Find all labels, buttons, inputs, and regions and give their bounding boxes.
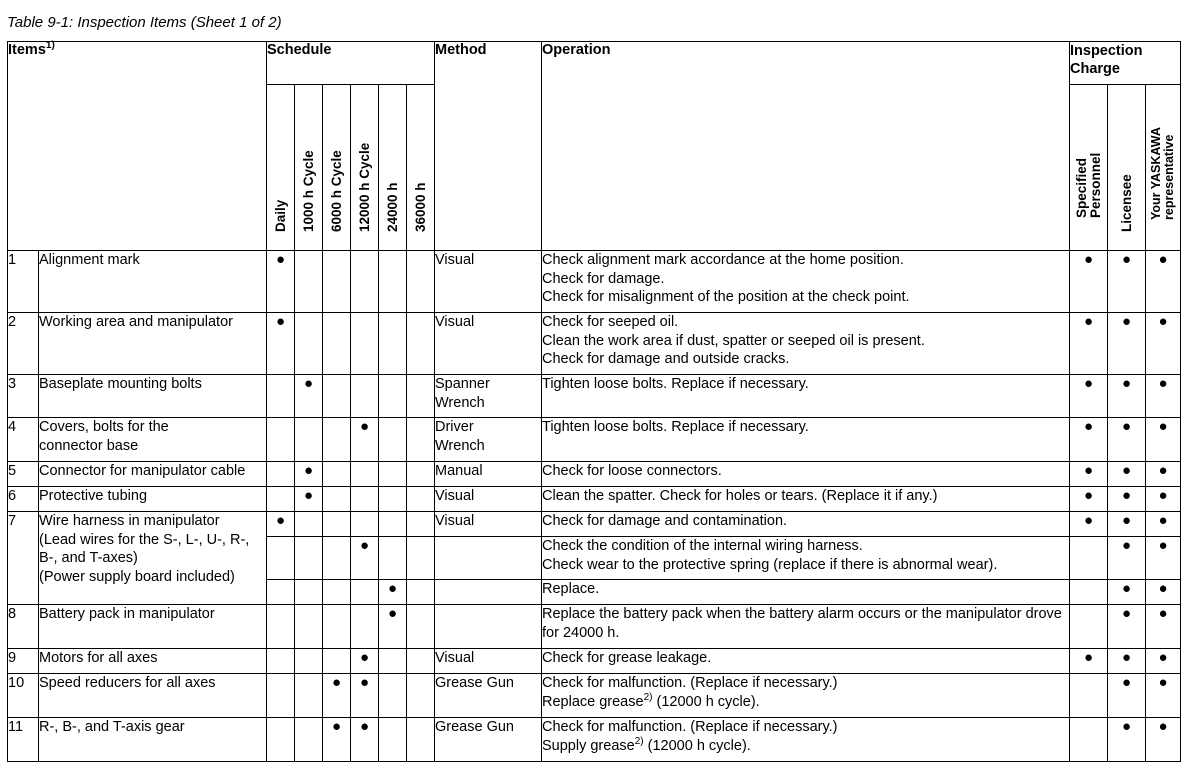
schedule-col-4-label: 24000 h [384,182,400,232]
charge-col-0-label: Specified Personnel [1073,152,1103,218]
schedule-mark-0 [267,418,295,462]
item-cell: Motors for all axes [39,649,267,674]
operation-line: Check for malfunction. (Replace if necessary.) [542,719,838,735]
charge-mark-1: ● [1108,375,1146,418]
schedule-mark-4 [379,251,407,313]
header-items: Items$^{1)}$ [8,42,267,251]
schedule-col-3-label: 12000 h Cycle [356,142,372,232]
table-row [8,313,1181,375]
charge-col-0 [1070,85,1108,251]
row-number: 3 [8,375,39,418]
schedule-mark-5 [407,487,435,512]
charge-mark-0: ● [1070,462,1108,487]
inspection-table [7,41,1181,762]
operation-line: Replace the battery pack when the battery alarm occurs or the manipulator drove for 24000 h. [542,606,1062,641]
schedule-mark-0 [267,649,295,674]
operation-line: Check for damage and outside cracks. [542,351,790,367]
method-cell: Visual [435,313,542,375]
schedule-mark-3 [351,580,379,605]
schedule-mark-2 [323,512,351,537]
schedule-col-5-label: 36000 h [412,182,428,232]
schedule-mark-2 [323,313,351,375]
charge-mark-2: ● [1146,649,1181,674]
charge-mark-0: ● [1070,313,1108,375]
item-cell: R-, B-, and T-axis gear [39,718,267,762]
schedule-mark-2 [323,487,351,512]
schedule-col-1 [295,85,323,251]
schedule-col-0-label: Daily [272,199,288,232]
schedule-mark-2 [323,649,351,674]
schedule-mark-2 [323,537,351,580]
method-cell: Grease Gun [435,674,542,718]
operation-cell [542,375,1070,418]
schedule-mark-2 [323,375,351,418]
method-cell [435,580,542,605]
charge-mark-2: ● [1146,375,1181,418]
schedule-mark-1 [295,580,323,605]
operation-line: Check for seeped oil. [542,314,679,330]
schedule-mark-4 [379,375,407,418]
operation-cell [542,462,1070,487]
schedule-mark-3: ● [351,537,379,580]
schedule-mark-1 [295,605,323,649]
schedule-mark-4: ● [379,580,407,605]
operation-line: Clean the spatter. Check for holes or tears. (Replace it if any.) [542,488,938,504]
charge-col-1 [1108,85,1146,251]
operation-cell [542,512,1070,537]
table-row [8,418,1181,462]
header-schedule: Schedule [267,42,435,85]
schedule-col-4 [379,85,407,251]
schedule-col-3 [351,85,379,251]
schedule-mark-2: ● [323,718,351,762]
table-row [8,487,1181,512]
charge-mark-0 [1070,674,1108,718]
schedule-mark-3: ● [351,649,379,674]
charge-mark-2: ● [1146,487,1181,512]
method-cell: Driver Wrench [435,418,542,462]
operation-line: Check for malfunction. (Replace if necessary.) [542,675,838,691]
charge-mark-2: ● [1146,580,1181,605]
schedule-mark-5 [407,418,435,462]
schedule-mark-3: ● [351,418,379,462]
schedule-mark-2 [323,605,351,649]
table-row [8,649,1181,674]
schedule-mark-1: ● [295,462,323,487]
row-number: 8 [8,605,39,649]
schedule-col-0 [267,85,295,251]
operation-line: Check for misalignment of the position at the check point. [542,289,910,305]
item-cell: Working area and manipulator [39,313,267,375]
schedule-mark-4: ● [379,605,407,649]
table-row [8,718,1181,762]
method-cell: Manual [435,462,542,487]
operation-line: Check for loose connectors. [542,463,722,479]
schedule-mark-5 [407,375,435,418]
schedule-mark-3: ● [351,718,379,762]
schedule-mark-5 [407,462,435,487]
operation-line: Check for grease leakage. [542,650,712,666]
charge-mark-1: ● [1108,605,1146,649]
method-cell: Spanner Wrench [435,375,542,418]
operation-cell [542,718,1070,762]
schedule-mark-0: ● [267,512,295,537]
charge-mark-2: ● [1146,512,1181,537]
method-cell [435,605,542,649]
method-cell: Visual [435,512,542,537]
schedule-mark-4 [379,718,407,762]
charge-mark-1: ● [1108,718,1146,762]
schedule-mark-5 [407,251,435,313]
schedule-mark-5 [407,580,435,605]
method-cell [435,537,542,580]
charge-mark-2: ● [1146,605,1181,649]
charge-mark-2: ● [1146,418,1181,462]
schedule-mark-2 [323,418,351,462]
schedule-mark-3 [351,487,379,512]
charge-mark-2: ● [1146,537,1181,580]
schedule-mark-0 [267,718,295,762]
row-number: 4 [8,418,39,462]
schedule-mark-5 [407,718,435,762]
schedule-mark-4 [379,649,407,674]
schedule-mark-5 [407,313,435,375]
schedule-mark-3 [351,251,379,313]
schedule-mark-3 [351,313,379,375]
operation-cell [542,674,1070,718]
operation-cell [542,251,1070,313]
charge-mark-1: ● [1108,251,1146,313]
charge-mark-0 [1070,537,1108,580]
charge-mark-1: ● [1108,418,1146,462]
schedule-mark-0: ● [267,251,295,313]
item-cell: Covers, bolts for the connector base [39,418,267,462]
table-row [8,251,1181,313]
operation-line: Tighten loose bolts. Replace if necessary. [542,419,809,435]
operation-line: Check for damage and contamination. [542,513,788,529]
method-cell: Grease Gun [435,718,542,762]
operation-cell [542,313,1070,375]
schedule-mark-4 [379,313,407,375]
header-operation: Operation [542,42,1070,251]
schedule-mark-1 [295,313,323,375]
operation-line: Check for damage. [542,270,665,287]
table-row [8,512,1181,537]
schedule-mark-2 [323,251,351,313]
schedule-mark-5 [407,605,435,649]
table-caption: Table 9-1: Inspection Items (Sheet 1 of 2) [7,14,282,31]
charge-col-1-label: Licensee [1118,174,1134,232]
schedule-col-1-label: 1000 h Cycle [300,150,316,232]
schedule-mark-1 [295,512,323,537]
schedule-mark-4 [379,418,407,462]
operation-cell [542,649,1070,674]
schedule-mark-1 [295,537,323,580]
operation-line: Replace grease$^{2)}$ (12000 h cycle). [542,691,760,710]
schedule-mark-0 [267,537,295,580]
schedule-mark-1 [295,674,323,718]
table-row [8,375,1181,418]
schedule-mark-0 [267,462,295,487]
charge-mark-0: ● [1070,512,1108,537]
row-number: 5 [8,462,39,487]
charge-mark-0: ● [1070,418,1108,462]
charge-mark-1: ● [1108,537,1146,580]
item-cell: Baseplate mounting bolts [39,375,267,418]
charge-mark-1: ● [1108,487,1146,512]
charge-mark-1: ● [1108,313,1146,375]
schedule-mark-1: ● [295,375,323,418]
row-number: 11 [8,718,39,762]
schedule-col-2-label: 6000 h Cycle [328,150,344,232]
schedule-mark-5 [407,674,435,718]
method-cell: Visual [435,649,542,674]
charge-mark-1: ● [1108,674,1146,718]
schedule-mark-1 [295,649,323,674]
charge-mark-0: ● [1070,375,1108,418]
operation-line: Replace. [542,581,600,597]
charge-mark-0: ● [1070,487,1108,512]
schedule-col-5 [407,85,435,251]
charge-mark-1: ● [1108,649,1146,674]
schedule-mark-3: ● [351,674,379,718]
schedule-mark-5 [407,512,435,537]
item-cell: Alignment mark [39,251,267,313]
row-number: 1 [8,251,39,313]
operation-line: Check wear to the protective spring (replace if there is abnormal wear). [542,556,998,573]
schedule-mark-4 [379,487,407,512]
schedule-mark-2 [323,580,351,605]
schedule-mark-4 [379,512,407,537]
schedule-mark-3 [351,375,379,418]
schedule-mark-1 [295,251,323,313]
operation-cell [542,580,1070,605]
operation-cell [542,418,1070,462]
operation-cell [542,605,1070,649]
schedule-mark-3 [351,462,379,487]
schedule-mark-0 [267,674,295,718]
table-row [8,674,1181,718]
charge-mark-1: ● [1108,462,1146,487]
schedule-mark-1 [295,718,323,762]
operation-line: Clean the work area if dust, spatter or seeped oil is present. [542,332,925,349]
row-number: 2 [8,313,39,375]
charge-mark-1: ● [1108,512,1146,537]
schedule-mark-0 [267,375,295,418]
item-cell: Battery pack in manipulator [39,605,267,649]
charge-mark-2: ● [1146,718,1181,762]
table-row [8,462,1181,487]
item-cell: Connector for manipulator cable [39,462,267,487]
operation-line: Check the condition of the internal wiring harness. [542,538,863,554]
operation-line: Supply grease$^{2)}$ (12000 h cycle). [542,735,751,754]
row-number: 7 [8,512,39,605]
schedule-mark-4 [379,537,407,580]
charge-mark-0 [1070,580,1108,605]
method-cell: Visual [435,251,542,313]
charge-mark-0 [1070,605,1108,649]
operation-line: Tighten loose bolts. Replace if necessary. [542,376,809,392]
schedule-mark-1 [295,418,323,462]
charge-mark-2: ● [1146,313,1181,375]
charge-mark-2: ● [1146,462,1181,487]
header-inspection-charge: Inspection Charge [1070,42,1181,85]
operation-cell [542,537,1070,580]
schedule-mark-0 [267,487,295,512]
schedule-mark-3 [351,605,379,649]
schedule-mark-4 [379,674,407,718]
schedule-mark-1: ● [295,487,323,512]
schedule-mark-2: ● [323,674,351,718]
row-number: 9 [8,649,39,674]
schedule-mark-0: ● [267,313,295,375]
schedule-mark-0 [267,580,295,605]
charge-mark-0 [1070,718,1108,762]
item-cell: Speed reducers for all axes [39,674,267,718]
schedule-mark-3 [351,512,379,537]
charge-mark-0: ● [1070,649,1108,674]
header-method: Method [435,42,542,251]
item-cell: Protective tubing [39,487,267,512]
item-cell: Wire harness in manipulator (Lead wires for the S-, L-, U-, R-, B-, and T-axes) (Power supply board included) [39,512,267,605]
charge-mark-0: ● [1070,251,1108,313]
table-row [8,605,1181,649]
schedule-mark-5 [407,649,435,674]
schedule-mark-0 [267,605,295,649]
schedule-mark-2 [323,462,351,487]
schedule-mark-4 [379,462,407,487]
operation-cell [542,487,1070,512]
charge-col-2 [1146,85,1181,251]
operation-line: Check alignment mark accordance at the home position. [542,252,904,268]
charge-col-2-label: Your YASKAWA representative [1149,127,1176,220]
schedule-mark-5 [407,537,435,580]
charge-mark-2: ● [1146,674,1181,718]
row-number: 10 [8,674,39,718]
charge-mark-1: ● [1108,580,1146,605]
row-number: 6 [8,487,39,512]
schedule-col-2 [323,85,351,251]
method-cell: Visual [435,487,542,512]
charge-mark-2: ● [1146,251,1181,313]
